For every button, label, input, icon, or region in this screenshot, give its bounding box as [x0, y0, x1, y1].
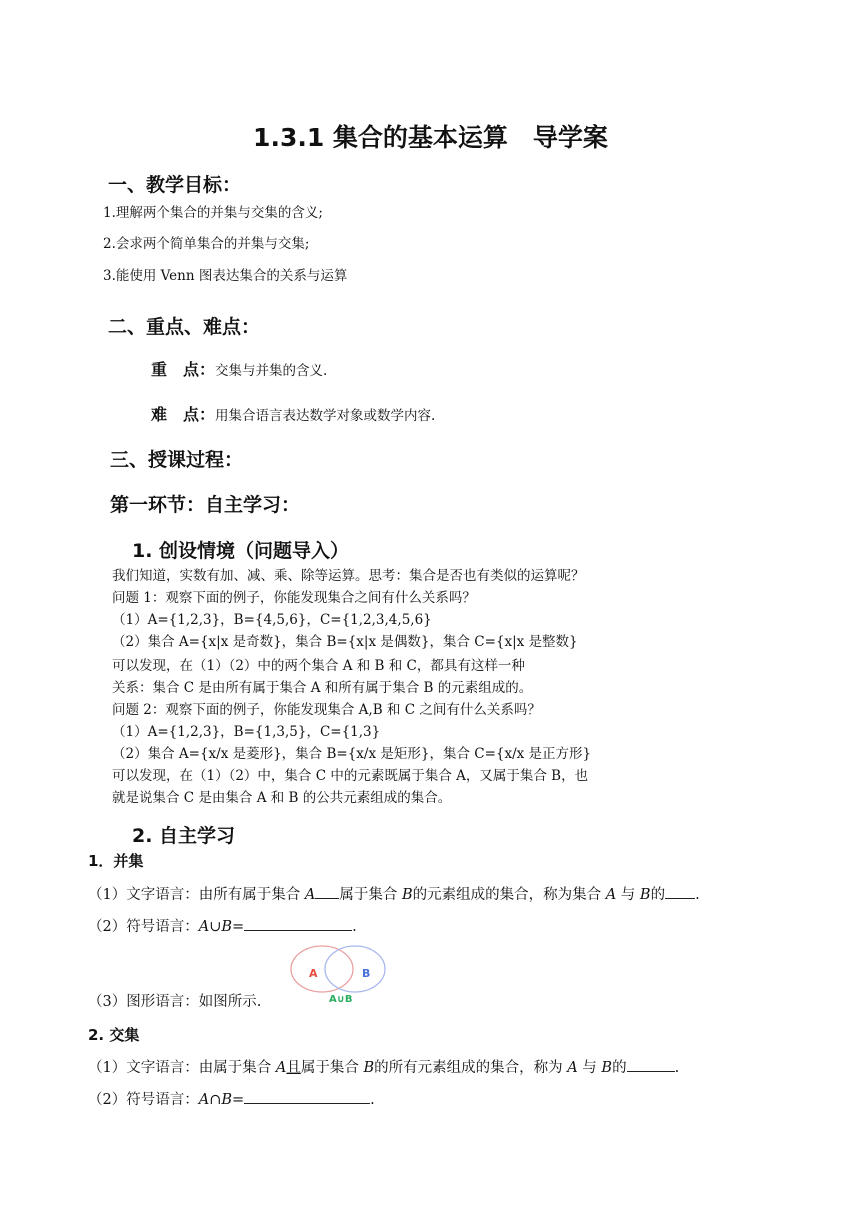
venn-circle-a	[291, 946, 353, 992]
intro-line-5: 可以发现，在（1）（2）中的两个集合 A 和 B 和 C，都具有这样一种	[112, 658, 525, 674]
union-text-c: 的元素组成的集合，称为集合	[412, 887, 606, 903]
union-symbol-line	[88, 915, 357, 936]
venn-caption: A∪B	[329, 994, 353, 1005]
intro-line-6: 关系：集合 C 是由所有属于集合 A 和所有属于集合 B 的元素组成的。	[112, 680, 533, 696]
intro-line-3: （1）A={1,2,3}，B={4,5,6}，C={1,2,3,4,5,6}	[112, 612, 432, 628]
intro-line-9: （2）集合 A={x/x 是菱形}，集合 B={x/x 是矩形}，集合 C={x/x 是正方形}	[112, 746, 592, 762]
venn-label-b: B	[362, 967, 371, 980]
union-blank-3	[244, 916, 352, 931]
venn-circle-b	[325, 946, 385, 992]
goal-item-1: 1.理解两个集合的并集与交集的含义;	[103, 205, 323, 221]
union-period: .	[695, 887, 700, 903]
union-label: 1．并集	[88, 852, 144, 870]
intro-line-8: （1）A={1,2,3}，B={1,3,5}，C={1,3}	[112, 724, 381, 740]
inter-period: .	[674, 1060, 680, 1076]
union-text-line	[88, 883, 700, 904]
intersection-label: 2. 交集	[88, 1026, 140, 1044]
page-title: 1.3.1 集合的基本运算 导学案	[253, 123, 608, 152]
inter-symbol-line	[88, 1088, 375, 1109]
union-blank-2	[665, 884, 695, 899]
union-text-a: （1）文字语言：由所有属于集合	[88, 887, 305, 903]
inter-set-b-2: B	[601, 1060, 613, 1076]
hard-point-row	[151, 402, 435, 425]
goal-item-3: 3.能使用 Venn 图表达集合的关系与运算	[103, 268, 348, 284]
inter-period-2: .	[370, 1092, 375, 1108]
inter-blank-1	[627, 1057, 675, 1072]
part1-heading: 1. 创设情境（问题导入）	[132, 540, 350, 562]
stage-heading: 第一环节：自主学习：	[110, 494, 301, 516]
union-text-b: 属于集合	[339, 887, 402, 903]
venn-diagram-union	[287, 944, 391, 1006]
section-heading-goals: 一、教学目标：	[108, 174, 242, 196]
goal-item-2: 2.会求两个简单集合的并集与交集;	[103, 236, 310, 252]
union-text-e: 的	[650, 887, 666, 903]
inter-set-a: A	[275, 1060, 287, 1076]
key-point-text: 交集与并集的含义.	[215, 363, 328, 379]
inter-text-line	[88, 1056, 679, 1077]
union-expr: A∪B=	[198, 919, 245, 935]
intro-line-1: 我们知道，实数有加、减、乘、除等运算。思考：集合是否也有类似的运算呢？	[112, 568, 585, 584]
inter-and: 且	[286, 1060, 301, 1076]
union-set-a-2: A	[605, 887, 617, 903]
union-set-a: A	[304, 887, 316, 903]
inter-blank-2	[244, 1089, 370, 1104]
union-text-d: 与	[616, 887, 640, 903]
inter-symbol-text: （2）符号语言：	[88, 1092, 199, 1108]
intro-line-2: 问题 1：观察下面的例子，你能发现集合之间有什么关系吗？	[112, 590, 476, 606]
union-period-2: .	[352, 919, 357, 935]
key-point-row	[151, 357, 327, 380]
union-set-b: B	[401, 887, 413, 903]
section-heading-keypoints: 二、重点、难点：	[108, 316, 261, 338]
inter-expr: A∩B=	[198, 1092, 245, 1108]
intro-line-11: 就是说集合 C 是由集合 A 和 B 的公共元素组成的集合。	[112, 790, 452, 806]
inter-text-e: 的	[612, 1060, 627, 1076]
intro-line-7: 问题 2：观察下面的例子，你能发现集合 A,B 和 C 之间有什么关系吗？	[112, 702, 541, 718]
inter-text-d: 与	[577, 1060, 602, 1076]
union-set-b-2: B	[639, 887, 651, 903]
union-graph-line: （3）图形语言：如图所示.	[88, 994, 262, 1010]
inter-text-b: 属于集合	[300, 1060, 364, 1076]
intro-line-10: 可以发现，在（1）（2）中，集合 C 中的元素既属于集合 A，又属于集合 B，也	[112, 768, 589, 784]
hard-point-text: 用集合语言表达数学对象或数学内容.	[215, 408, 436, 424]
hard-point-label: 难 点：	[151, 405, 216, 424]
inter-set-a-2: A	[567, 1060, 578, 1076]
union-blank-1	[315, 884, 339, 899]
inter-set-b: B	[363, 1060, 375, 1076]
section-heading-process: 三、授课过程：	[110, 449, 244, 471]
venn-label-a: A	[309, 967, 318, 980]
part2-heading: 2. 自主学习	[132, 825, 236, 847]
inter-text-a: （1）文字语言：由属于集合	[88, 1060, 276, 1076]
union-symbol-text: （2）符号语言：	[88, 919, 199, 935]
intro-line-4: （2）集合 A={x|x 是奇数}，集合 B={x|x 是偶数}，集合 C={x|x 是整数}	[112, 634, 578, 650]
key-point-label: 重 点：	[151, 360, 216, 379]
inter-text-c: 的所有元素组成的集合，称为	[374, 1060, 568, 1076]
